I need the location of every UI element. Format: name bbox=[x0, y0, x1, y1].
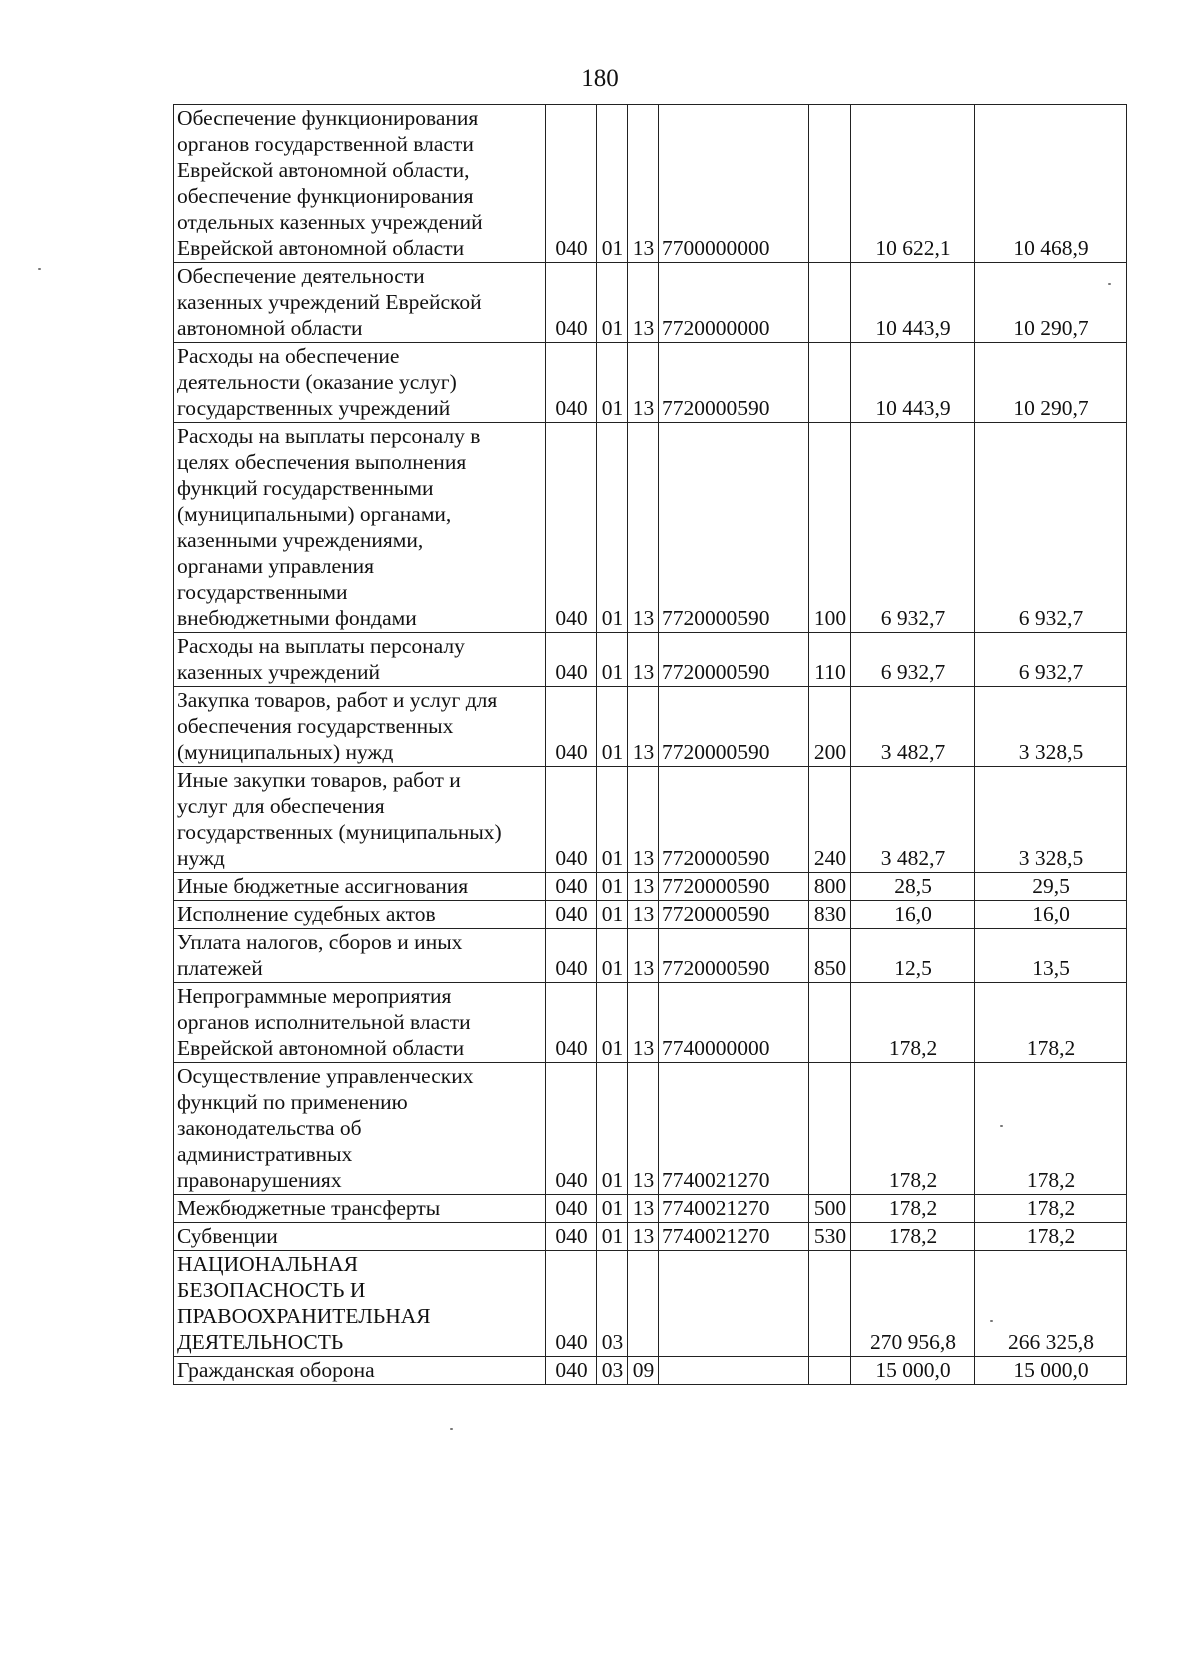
amount-year-1-cell: 10 443,9 bbox=[851, 343, 975, 423]
target-article-cell: 7720000590 bbox=[659, 343, 809, 423]
section-code-cell: 01 bbox=[597, 343, 628, 423]
section-code-cell: 01 bbox=[597, 1063, 628, 1195]
amount-year-1-cell: 3 482,7 bbox=[851, 687, 975, 767]
row-name-cell: Субвенции bbox=[174, 1223, 546, 1251]
table-row bbox=[174, 1223, 1127, 1251]
row-name-cell: Непрограммные мероприятия органов исполнительной власти Еврейской автономной области bbox=[174, 983, 546, 1063]
row-name-cell: Межбюджетные трансферты bbox=[174, 1195, 546, 1223]
ministry-code-cell: 040 bbox=[546, 343, 597, 423]
scan-speck bbox=[990, 1320, 993, 1322]
scan-speck bbox=[450, 1428, 453, 1430]
ministry-code-cell: 040 bbox=[546, 929, 597, 983]
expense-type-cell: 500 bbox=[809, 1195, 851, 1223]
ministry-code-cell: 040 bbox=[546, 1195, 597, 1223]
section-code-cell: 01 bbox=[597, 901, 628, 929]
expense-type-cell bbox=[809, 343, 851, 423]
table-row bbox=[174, 263, 1127, 343]
subsection-code-cell: 13 bbox=[628, 687, 659, 767]
subsection-code-cell: 13 bbox=[628, 1063, 659, 1195]
target-article-cell: 7720000590 bbox=[659, 633, 809, 687]
amount-year-2-cell: 16,0 bbox=[975, 901, 1127, 929]
table-body bbox=[174, 105, 1127, 1385]
ministry-code-cell: 040 bbox=[546, 1357, 597, 1385]
table-row bbox=[174, 1195, 1127, 1223]
ministry-code-cell: 040 bbox=[546, 687, 597, 767]
budget-table bbox=[173, 104, 1127, 1385]
section-code-cell: 01 bbox=[597, 687, 628, 767]
amount-year-2-cell: 266 325,8 bbox=[975, 1251, 1127, 1357]
amount-year-1-cell: 178,2 bbox=[851, 1063, 975, 1195]
amount-year-2-cell: 13,5 bbox=[975, 929, 1127, 983]
ministry-code-cell: 040 bbox=[546, 767, 597, 873]
expense-type-cell bbox=[809, 983, 851, 1063]
subsection-code-cell: 09 bbox=[628, 1357, 659, 1385]
target-article-cell: 7720000590 bbox=[659, 929, 809, 983]
expense-type-cell bbox=[809, 263, 851, 343]
expense-type-cell: 100 bbox=[809, 423, 851, 633]
section-code-cell: 03 bbox=[597, 1357, 628, 1385]
table-row bbox=[174, 633, 1127, 687]
target-article-cell: 7720000000 bbox=[659, 263, 809, 343]
table-row bbox=[174, 105, 1127, 263]
amount-year-1-cell: 178,2 bbox=[851, 1223, 975, 1251]
expense-type-cell: 800 bbox=[809, 873, 851, 901]
subsection-code-cell: 13 bbox=[628, 901, 659, 929]
row-name-cell: Уплата налогов, сборов и иных платежей bbox=[174, 929, 546, 983]
target-article-cell: 7720000590 bbox=[659, 767, 809, 873]
section-code-cell: 01 bbox=[597, 1195, 628, 1223]
amount-year-1-cell: 270 956,8 bbox=[851, 1251, 975, 1357]
amount-year-2-cell: 178,2 bbox=[975, 1223, 1127, 1251]
amount-year-2-cell: 29,5 bbox=[975, 873, 1127, 901]
expense-type-cell: 850 bbox=[809, 929, 851, 983]
subsection-code-cell: 13 bbox=[628, 263, 659, 343]
amount-year-2-cell: 10 290,7 bbox=[975, 263, 1127, 343]
ministry-code-cell: 040 bbox=[546, 263, 597, 343]
scan-speck bbox=[1000, 1125, 1003, 1127]
target-article-cell: 7720000590 bbox=[659, 687, 809, 767]
amount-year-2-cell: 3 328,5 bbox=[975, 767, 1127, 873]
target-article-cell: 7740021270 bbox=[659, 1195, 809, 1223]
row-name-cell: Иные закупки товаров, работ и услуг для обеспечения государственных (муниципальных) нужд bbox=[174, 767, 546, 873]
ministry-code-cell: 040 bbox=[546, 1063, 597, 1195]
expense-type-cell: 240 bbox=[809, 767, 851, 873]
section-code-cell: 01 bbox=[597, 633, 628, 687]
ministry-code-cell: 040 bbox=[546, 1251, 597, 1357]
expense-type-cell: 200 bbox=[809, 687, 851, 767]
amount-year-1-cell: 6 932,7 bbox=[851, 423, 975, 633]
target-article-cell bbox=[659, 1357, 809, 1385]
target-article-cell: 7700000000 bbox=[659, 105, 809, 263]
subsection-code-cell: 13 bbox=[628, 1223, 659, 1251]
row-name-cell: Иные бюджетные ассигнования bbox=[174, 873, 546, 901]
section-code-cell: 01 bbox=[597, 1223, 628, 1251]
target-article-cell: 7740021270 bbox=[659, 1063, 809, 1195]
target-article-cell: 7720000590 bbox=[659, 873, 809, 901]
row-name-cell: Исполнение судебных актов bbox=[174, 901, 546, 929]
target-article-cell: 7720000590 bbox=[659, 423, 809, 633]
subsection-code-cell: 13 bbox=[628, 983, 659, 1063]
subsection-code-cell bbox=[628, 1251, 659, 1357]
ministry-code-cell: 040 bbox=[546, 423, 597, 633]
table-row bbox=[174, 873, 1127, 901]
row-name-cell: Закупка товаров, работ и услуг для обеспечения государственных (муниципальных) нужд bbox=[174, 687, 546, 767]
subsection-code-cell: 13 bbox=[628, 105, 659, 263]
row-name-cell: Обеспечение функционирования органов государственной власти Еврейской автономной области, обеспечение функционирования отдельных казенных учреждений Еврейской автономной области bbox=[174, 105, 546, 263]
table-row bbox=[174, 1357, 1127, 1385]
table-row bbox=[174, 343, 1127, 423]
amount-year-1-cell: 16,0 bbox=[851, 901, 975, 929]
section-code-cell: 01 bbox=[597, 105, 628, 263]
section-code-cell: 01 bbox=[597, 767, 628, 873]
table-row bbox=[174, 901, 1127, 929]
expense-type-cell: 530 bbox=[809, 1223, 851, 1251]
amount-year-1-cell: 10 443,9 bbox=[851, 263, 975, 343]
subsection-code-cell: 13 bbox=[628, 1195, 659, 1223]
amount-year-2-cell: 6 932,7 bbox=[975, 633, 1127, 687]
row-name-cell: Расходы на выплаты персоналу в целях обеспечения выполнения функций государственными (муниципальными) органами, казенными учреждениями, органами управления государственными внебюджетными фондами bbox=[174, 423, 546, 633]
target-article-cell: 7740000000 bbox=[659, 983, 809, 1063]
expense-type-cell: 830 bbox=[809, 901, 851, 929]
amount-year-2-cell: 178,2 bbox=[975, 1195, 1127, 1223]
table-row bbox=[174, 983, 1127, 1063]
subsection-code-cell: 13 bbox=[628, 423, 659, 633]
row-name-cell: Расходы на обеспечение деятельности (оказание услуг) государственных учреждений bbox=[174, 343, 546, 423]
amount-year-2-cell: 10 468,9 bbox=[975, 105, 1127, 263]
amount-year-2-cell: 6 932,7 bbox=[975, 423, 1127, 633]
amount-year-1-cell: 6 932,7 bbox=[851, 633, 975, 687]
ministry-code-cell: 040 bbox=[546, 633, 597, 687]
amount-year-1-cell: 15 000,0 bbox=[851, 1357, 975, 1385]
subsection-code-cell: 13 bbox=[628, 633, 659, 687]
amount-year-2-cell: 10 290,7 bbox=[975, 343, 1127, 423]
expense-type-cell bbox=[809, 1357, 851, 1385]
scan-speck bbox=[1108, 283, 1111, 285]
section-code-cell: 03 bbox=[597, 1251, 628, 1357]
section-code-cell: 01 bbox=[597, 423, 628, 633]
expense-type-cell bbox=[809, 1063, 851, 1195]
subsection-code-cell: 13 bbox=[628, 343, 659, 423]
amount-year-1-cell: 178,2 bbox=[851, 983, 975, 1063]
subsection-code-cell: 13 bbox=[628, 929, 659, 983]
amount-year-2-cell: 178,2 bbox=[975, 1063, 1127, 1195]
amount-year-1-cell: 10 622,1 bbox=[851, 105, 975, 263]
ministry-code-cell: 040 bbox=[546, 873, 597, 901]
target-article-cell bbox=[659, 1251, 809, 1357]
row-name-cell: Обеспечение деятельности казенных учреждений Еврейской автономной области bbox=[174, 263, 546, 343]
ministry-code-cell: 040 bbox=[546, 901, 597, 929]
row-name-cell: Расходы на выплаты персоналу казенных учреждений bbox=[174, 633, 546, 687]
ministry-code-cell: 040 bbox=[546, 1223, 597, 1251]
scan-speck bbox=[38, 268, 41, 270]
table-row bbox=[174, 1063, 1127, 1195]
amount-year-1-cell: 3 482,7 bbox=[851, 767, 975, 873]
section-code-cell: 01 bbox=[597, 263, 628, 343]
table-row bbox=[174, 767, 1127, 873]
amount-year-1-cell: 12,5 bbox=[851, 929, 975, 983]
table-row bbox=[174, 687, 1127, 767]
amount-year-2-cell: 178,2 bbox=[975, 983, 1127, 1063]
expense-type-cell bbox=[809, 105, 851, 263]
ministry-code-cell: 040 bbox=[546, 105, 597, 263]
amount-year-2-cell: 15 000,0 bbox=[975, 1357, 1127, 1385]
ministry-code-cell: 040 bbox=[546, 983, 597, 1063]
section-code-cell: 01 bbox=[597, 929, 628, 983]
row-name-cell: Осуществление управленческих функций по применению законодательства об административных правонарушениях bbox=[174, 1063, 546, 1195]
expense-type-cell: 110 bbox=[809, 633, 851, 687]
amount-year-2-cell: 3 328,5 bbox=[975, 687, 1127, 767]
subsection-code-cell: 13 bbox=[628, 873, 659, 901]
table-row bbox=[174, 423, 1127, 633]
section-code-cell: 01 bbox=[597, 983, 628, 1063]
row-name-cell: НАЦИОНАЛЬНАЯ БЕЗОПАСНОСТЬ И ПРАВООХРАНИТЕЛЬНАЯ ДЕЯТЕЛЬНОСТЬ bbox=[174, 1251, 546, 1357]
amount-year-1-cell: 28,5 bbox=[851, 873, 975, 901]
target-article-cell: 7720000590 bbox=[659, 901, 809, 929]
page-number: 180 bbox=[581, 65, 619, 92]
table-row bbox=[174, 1251, 1127, 1357]
row-name-cell: Гражданская оборона bbox=[174, 1357, 546, 1385]
section-code-cell: 01 bbox=[597, 873, 628, 901]
expense-type-cell bbox=[809, 1251, 851, 1357]
subsection-code-cell: 13 bbox=[628, 767, 659, 873]
amount-year-1-cell: 178,2 bbox=[851, 1195, 975, 1223]
table-row bbox=[174, 929, 1127, 983]
target-article-cell: 7740021270 bbox=[659, 1223, 809, 1251]
